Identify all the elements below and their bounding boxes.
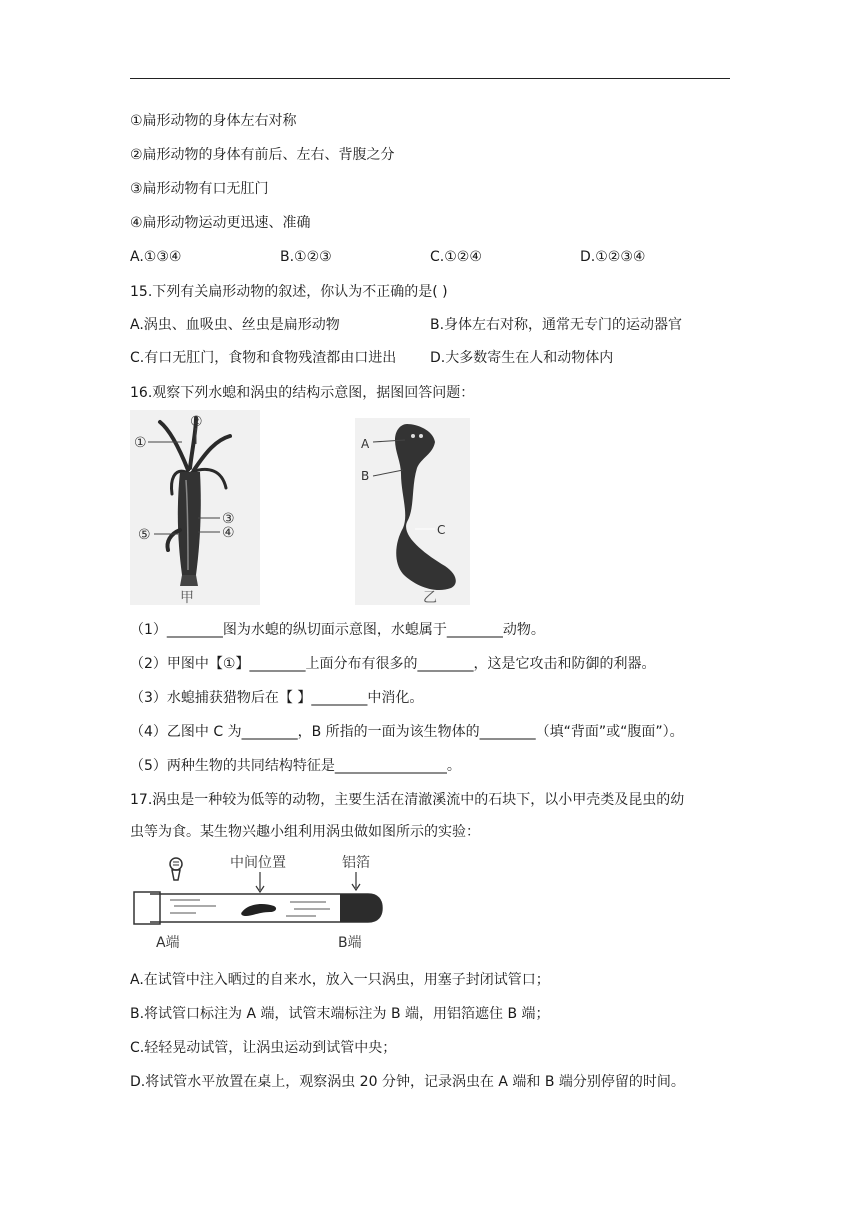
q16-sub-4: （4）乙图中 C 为________，B 所指的一面为该生物体的________（填“背面”或“腹面”）。 — [130, 724, 684, 740]
q16-sub-3: （3）水螅捕获猎物后在【 】________中消化。 — [130, 690, 424, 706]
header-rule — [130, 78, 730, 79]
hydra-label-5: ⑤ — [138, 527, 151, 543]
q17-step-d: D.将试管水平放置在桌上，观察涡虫 20 分钟，记录涡虫在 A 端和 B 端分别停留的时间。 — [130, 1074, 685, 1090]
q17-stem-line2: 虫等为食。某生物兴趣小组利用涡虫做如图所示的实验： — [130, 824, 480, 840]
hydra-label-2: ② — [190, 414, 203, 430]
q15-stem: 15.下列有关扁形动物的叙述，你认为不正确的是( ) — [130, 284, 448, 300]
hydra-label-4: ④ — [222, 525, 235, 541]
q16-sub-1: （1）________图为水螅的纵切面示意图，水螅属于________动物。 — [130, 622, 545, 638]
q14-option-d: D.①②③④ — [580, 249, 646, 265]
hydra-figure — [130, 410, 260, 605]
q15-option-b: B.身体左右对称，通常无专门的运动器官 — [430, 317, 683, 333]
q17-stem-line1: 17.涡虫是一种较为低等的动物，主要生活在清澈溪流中的石块下，以小甲壳类及昆虫的幼 — [130, 792, 685, 808]
q17-step-a: A.在试管中注入晒过的自来水，放入一只涡虫，用塞子封闭试管口； — [130, 972, 550, 988]
planarian-caption: 乙 — [423, 590, 437, 605]
hydra-label-3: ③ — [222, 511, 235, 527]
q14-option-c: C.①②④ — [430, 249, 482, 265]
planarian-label-a: A — [361, 437, 370, 451]
statement-3: ③扁形动物有口无肛门 — [130, 181, 269, 197]
test-tube-figure — [130, 852, 390, 952]
middle-position-label: 中间位置 — [230, 855, 286, 871]
light-bulb-icon — [170, 858, 182, 880]
q17-step-b: B.将试管口标注为 A 端，试管末端标注为 B 端，用铝箔遮住 B 端； — [130, 1006, 550, 1022]
q15-option-a: A.涡虫、血吸虫、丝虫是扁形动物 — [130, 317, 340, 333]
q16-sub-5: （5）两种生物的共同结构特征是________________。 — [130, 758, 461, 774]
statement-4: ④扁形动物运动更迅速、准确 — [130, 215, 311, 231]
q15-option-d: D.大多数寄生在人和动物体内 — [430, 350, 614, 366]
q16-sub-2: （2）甲图中【①】________上面分布有很多的________，这是它攻击和防御的利器。 — [130, 656, 656, 672]
foil-label: 铝箔 — [342, 855, 370, 871]
planarian-figure — [355, 418, 470, 605]
statement-1: ①扁形动物的身体左右对称 — [130, 113, 297, 129]
q16-stem: 16.观察下列水螅和涡虫的结构示意图，据图回答问题： — [130, 385, 475, 401]
end-a-label: A端 — [156, 935, 180, 951]
q17-step-c: C.轻轻晃动试管，让涡虫运动到试管中央； — [130, 1040, 397, 1056]
planarian-label-c: C — [437, 523, 446, 537]
q14-option-a: A.①③④ — [130, 249, 182, 265]
hydra-caption: 甲 — [180, 590, 194, 605]
statement-2: ②扁形动物的身体有前后、左右、背腹之分 — [130, 147, 395, 163]
end-b-label: B端 — [338, 935, 362, 951]
hydra-label-1: ① — [134, 435, 147, 451]
q14-option-b: B.①②③ — [280, 249, 332, 265]
q15-option-c: C.有口无肛门，食物和食物残渣都由口进出 — [130, 350, 397, 366]
planarian-label-b: B — [361, 469, 370, 483]
